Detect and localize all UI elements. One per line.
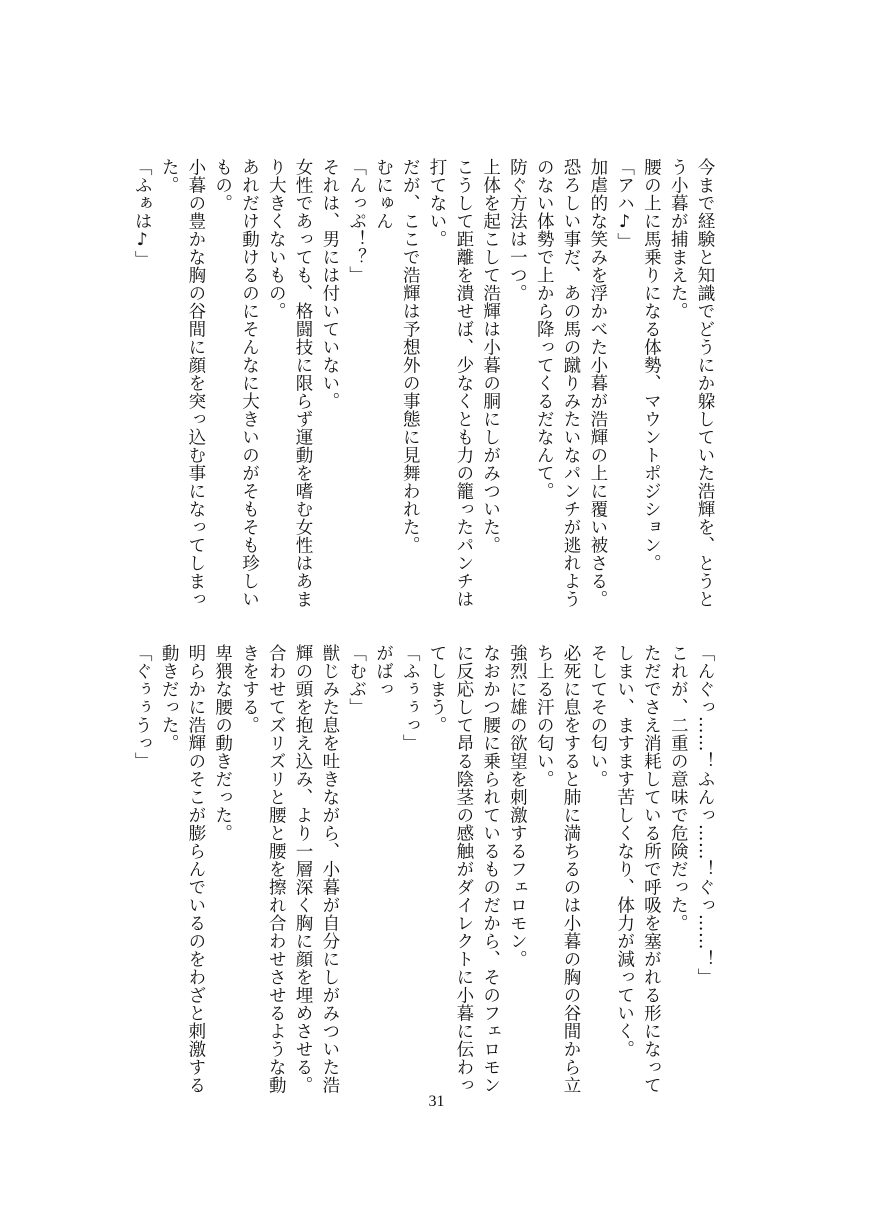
text-line: あれだけ動けるのにそんなに大きいのがそもそも珍しい: [239, 158, 260, 608]
text-line: 「んぐっ……！ふんっ……！ぐっ……！」: [695, 644, 715, 986]
text-line: しまい、ますます苦しくなり、体力が減っていく。: [614, 644, 635, 1058]
text-line: のない体勢で上から降ってくるだなんて。: [534, 158, 555, 500]
text-line: ち上る汗の匂い。: [534, 644, 555, 788]
text-line: 明らかに浩輝のそこが膨らんでいるのをわざと刺激する: [185, 644, 206, 1094]
text-line: 獣じみた息を吐きながら、小暮が自分にしがみついた浩: [319, 644, 340, 1094]
text-line: た。: [159, 158, 180, 194]
text-line: 「ぐぅぅうっ」: [132, 644, 153, 770]
text-line: 合わせてズリズリと腰と腰を擦れ合わせさせるような動: [266, 644, 287, 1094]
text-line: 小暮の豊かな胸の谷間に顔を突っ込む事になってしまっ: [185, 158, 206, 608]
text-line: 女性であっても、格闘技に限らず運動を嗜む女性はあま: [293, 158, 314, 608]
upper-text-block: [128, 158, 718, 608]
text-line: 恐ろしい事だ、あの馬の蹴りみたいなパンチが逃れよう: [561, 158, 582, 608]
text-line: なおかつ腰に乗られているものだから、そのフェロモン: [480, 644, 501, 1094]
text-line: 加虐的な笑みを浮かべた小暮が浩輝の上に覆い被さる。: [587, 158, 608, 608]
text-line: そしてその匂い。: [587, 644, 608, 788]
text-line: それは、男には付いていない。: [319, 158, 340, 410]
text-line: 動きだった。: [159, 644, 180, 752]
text-line: う小暮が捕まえた。: [668, 158, 689, 320]
text-line: 「むぶ」: [346, 644, 367, 716]
text-line: 輝の頭を抱え込み、より一層深く胸に顔を埋めさせる。: [293, 644, 314, 1094]
lower-text-block: [128, 644, 718, 1094]
text-line: 強烈に雄の欲望を刺激するフェロモン。: [507, 644, 528, 968]
text-line: もの。: [212, 158, 233, 212]
text-line: 打てない。: [427, 158, 448, 248]
text-line: きをする。: [239, 644, 260, 734]
text-line: 防ぐ方法は一つ。: [507, 158, 528, 302]
text-line: だが、ここで浩輝は予想外の事態に見舞われた。: [400, 158, 421, 554]
text-line: 腰の上に馬乗りになる体勢、マウントポジション。: [641, 158, 662, 572]
text-line: がばっ: [373, 644, 394, 698]
text-line: 必死に息をすると肺に満ちるのは小暮の胸の谷間から立: [561, 644, 582, 1094]
text-line: り大きくないもの。: [266, 158, 287, 320]
page-number: 31: [428, 1093, 445, 1110]
text-line: 「アハ♪」: [614, 158, 635, 251]
text-line: 「ふぁは♪」: [132, 158, 153, 269]
text-line: むにゅん: [373, 158, 394, 230]
text-line: に反応して昂る陰茎の感触がダイレクトに小暮に伝わっ: [453, 644, 474, 1094]
text-line: 「ふぅぅっ」: [400, 644, 421, 752]
text-line: ただでさえ消耗している所で呼吸を塞がれる形になって: [641, 644, 662, 1094]
text-line: 卑猥な腰の動きだった。: [212, 644, 233, 842]
text-line: 上体を起こして浩輝は小暮の胴にしがみついた。: [480, 158, 501, 554]
text-line: てしまう。: [427, 644, 448, 734]
text-line: 「んっぷ！？」: [346, 158, 367, 284]
text-line: こうして距離を潰せば、少なくとも力の籠ったパンチは: [453, 158, 474, 608]
text-line: これが、二重の意味で危険だった。: [668, 644, 689, 932]
text-line: 今まで経験と知識でどうにか躱していた浩輝を、とうと: [695, 158, 715, 608]
